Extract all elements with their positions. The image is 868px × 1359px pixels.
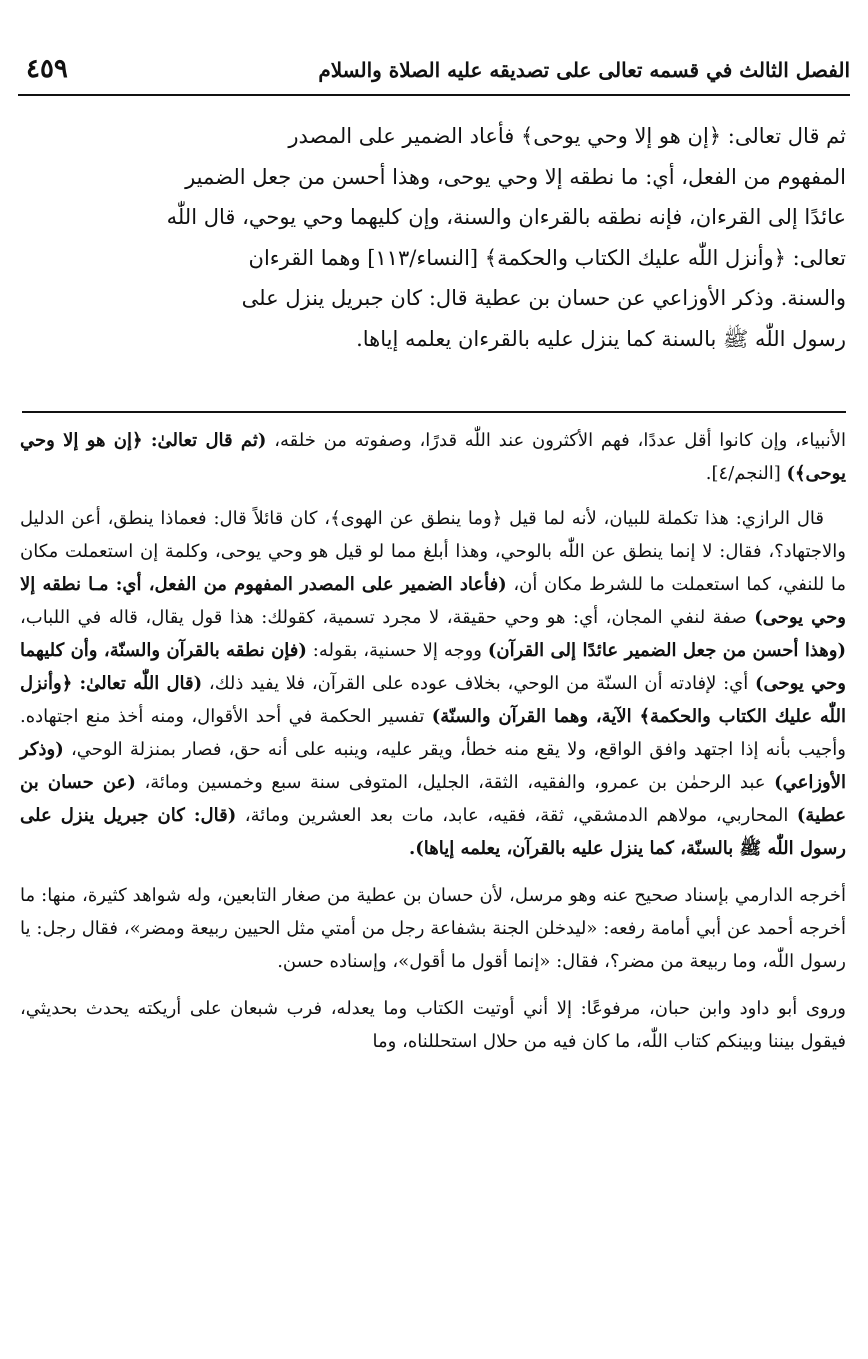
quoted-text-bold: (فإن نطقه بالقرآن والسنّة، وأن كليهما وحي يوحى): [20, 640, 846, 694]
commentary-text: صفة لنفي المجان، أي: هو وحي حقيقة، لا مجرد تسمية، كقولك: هذا قول يقال، قاله في اللباب،: [20, 607, 755, 628]
commentary-paragraph: وروى أبو داود وابن حبان، مرفوعًا: إلا أني أوتيت الكتاب وما يعدله، فرب شبعان على أريكته يحدث بحديثي، فيقول بيننا وبينكم كتاب اللّٰه، ما كان فيه من حلال استحللناه، وما: [20, 998, 846, 1052]
running-header: [18, 54, 850, 96]
quoted-text-bold: (وهذا أحسن من جعل الضمير عائدًا إلى القرآن): [487, 640, 846, 661]
main-text-line: والسنة. وذكر الأوزاعي عن حسان بن عطية قال: كان جبريل ينزل على: [241, 286, 846, 310]
quoted-text-bold: (عن حسان بن عطية): [20, 772, 847, 826]
main-text-line: تعالى: ﴿وأنزل اللّٰه عليك الكتاب والحكمة﴾ [النساء/١١٣] وهما القرءان: [248, 245, 846, 270]
commentary-paragraph: [20, 502, 846, 865]
commentary-paragraph: أخرجه الدارمي بإسناد صحيح عنه وهو مرسل، لأن حسان بن عطية من صغار التابعين، وله شواهد كثيرة، منها: ما أخرجه أحمد عن أبي أمامة رفعه: «ليدخلن الجنة بشفاعة رجل من أمتي مثل الحيين ربيعة ومضر»، فقال رجل: يا رسول اللّٰه، وما ربيعة من مضر؟، فقال: «إنما أقول ما أقول»، وإسناده حسن.: [20, 885, 846, 972]
quoted-text-bold: (فأعاد الضمير على المصدر المفهوم من الفعل، أي: مـا نطقه إلا وحي يوحى): [20, 574, 846, 628]
commentary-text: قال الرازي: هذا تكملة للبيان، لأنه لما قيل ﴿وما ينطق عن الهوى﴾، كان قائلاً قال: فعماذا ينطق، أعن الدليل والاجتهاد؟، فقال: لا إنما ينطق عن اللّٰه بالوحي، وهذا أبلغ مما لو قيل هو وحي يوحى، وكلمة إن استعملت مكان ما للنفي، كما استعملت ما للشرط مكان أن،: [20, 508, 846, 595]
commentary-text: أي: لإفادته أن السنّة من الوحي، بخلاف عوده على القرآن، فلا يفيد ذلك،: [202, 673, 755, 694]
page-number: ٤٥٩: [26, 54, 68, 84]
commentary-text: المحاربي، مولاهم الدمشقي، ثقة، فقيه، عابد، مات بعد العشرين ومائة،: [236, 805, 797, 826]
commentary-text: الأنبياء، وإن كانوا أقل عددًا، فهم الأكثرون عند اللّٰه قدرًا، وصفوته من خلقه،: [266, 430, 846, 451]
commentary-text: تفسير الحكمة في أحد الأقوال، ومنه أخذ منع اجتهاده. وأجيب بأنه إذا اجتهد وافق الواقع، ولا يقع منه خطأ، ويقر عليه، وينبه على أنه حق، فصار بمنزلة الوحي،: [20, 706, 846, 760]
main-text-line: المفهوم من الفعل، أي: ما نطقه إلا وحي يوحى، وهذا أحسن من جعل الضمير: [185, 164, 846, 189]
quoted-text-bold: (ثم قال تعالىٰ: ﴿إن هو إلا وحي يوحى﴾): [20, 430, 846, 484]
main-text-block: [20, 116, 846, 359]
commentary-text: [النجم/٤].: [705, 463, 787, 484]
quoted-text-bold: (قال: كان جبريل ينزل على رسول اللّٰه ﷺ بالسنّة، كما ينزل عليه بالقرآن، يعلمه إياها).: [20, 805, 846, 859]
main-text-line: عائدًا إلى القرءان، فإنه نطقه بالقرءان والسنة، وإن كليهما وحي يوحي، قال اللّٰه: [166, 205, 846, 229]
quoted-text-bold: (قال اللّٰه تعالىٰ: ﴿وأنزل اللّٰه عليك الكتاب والحكمة﴾ الآية، وهما القرآن والسنّة): [20, 673, 846, 727]
chapter-title: الفصل الثالث في قسمه تعالى على تصديقه عليه الصلاة والسلام: [318, 58, 850, 82]
commentary-block: [20, 424, 846, 1072]
commentary-paragraph: [20, 424, 846, 490]
commentary-text: عبد الرحمٰن بن عمرو، والفقيه، الثقة، الجليل، المتوفى سنة سبع وخمسين ومائة،: [135, 772, 775, 793]
main-text-line: رسول اللّٰه ﷺ بالسنة كما ينزل عليه بالقرءان يعلمه إياها.: [356, 326, 846, 351]
quoted-text-bold: (وذكر الأوزاعي): [20, 739, 847, 793]
commentary-text: ووجه إلا حسنية، بقوله:: [306, 640, 488, 661]
section-divider: [22, 411, 846, 413]
main-text-line: ثم قال تعالى: ﴿إن هو إلا وحي يوحى﴾ فأعاد الضمير على المصدر: [288, 124, 846, 148]
